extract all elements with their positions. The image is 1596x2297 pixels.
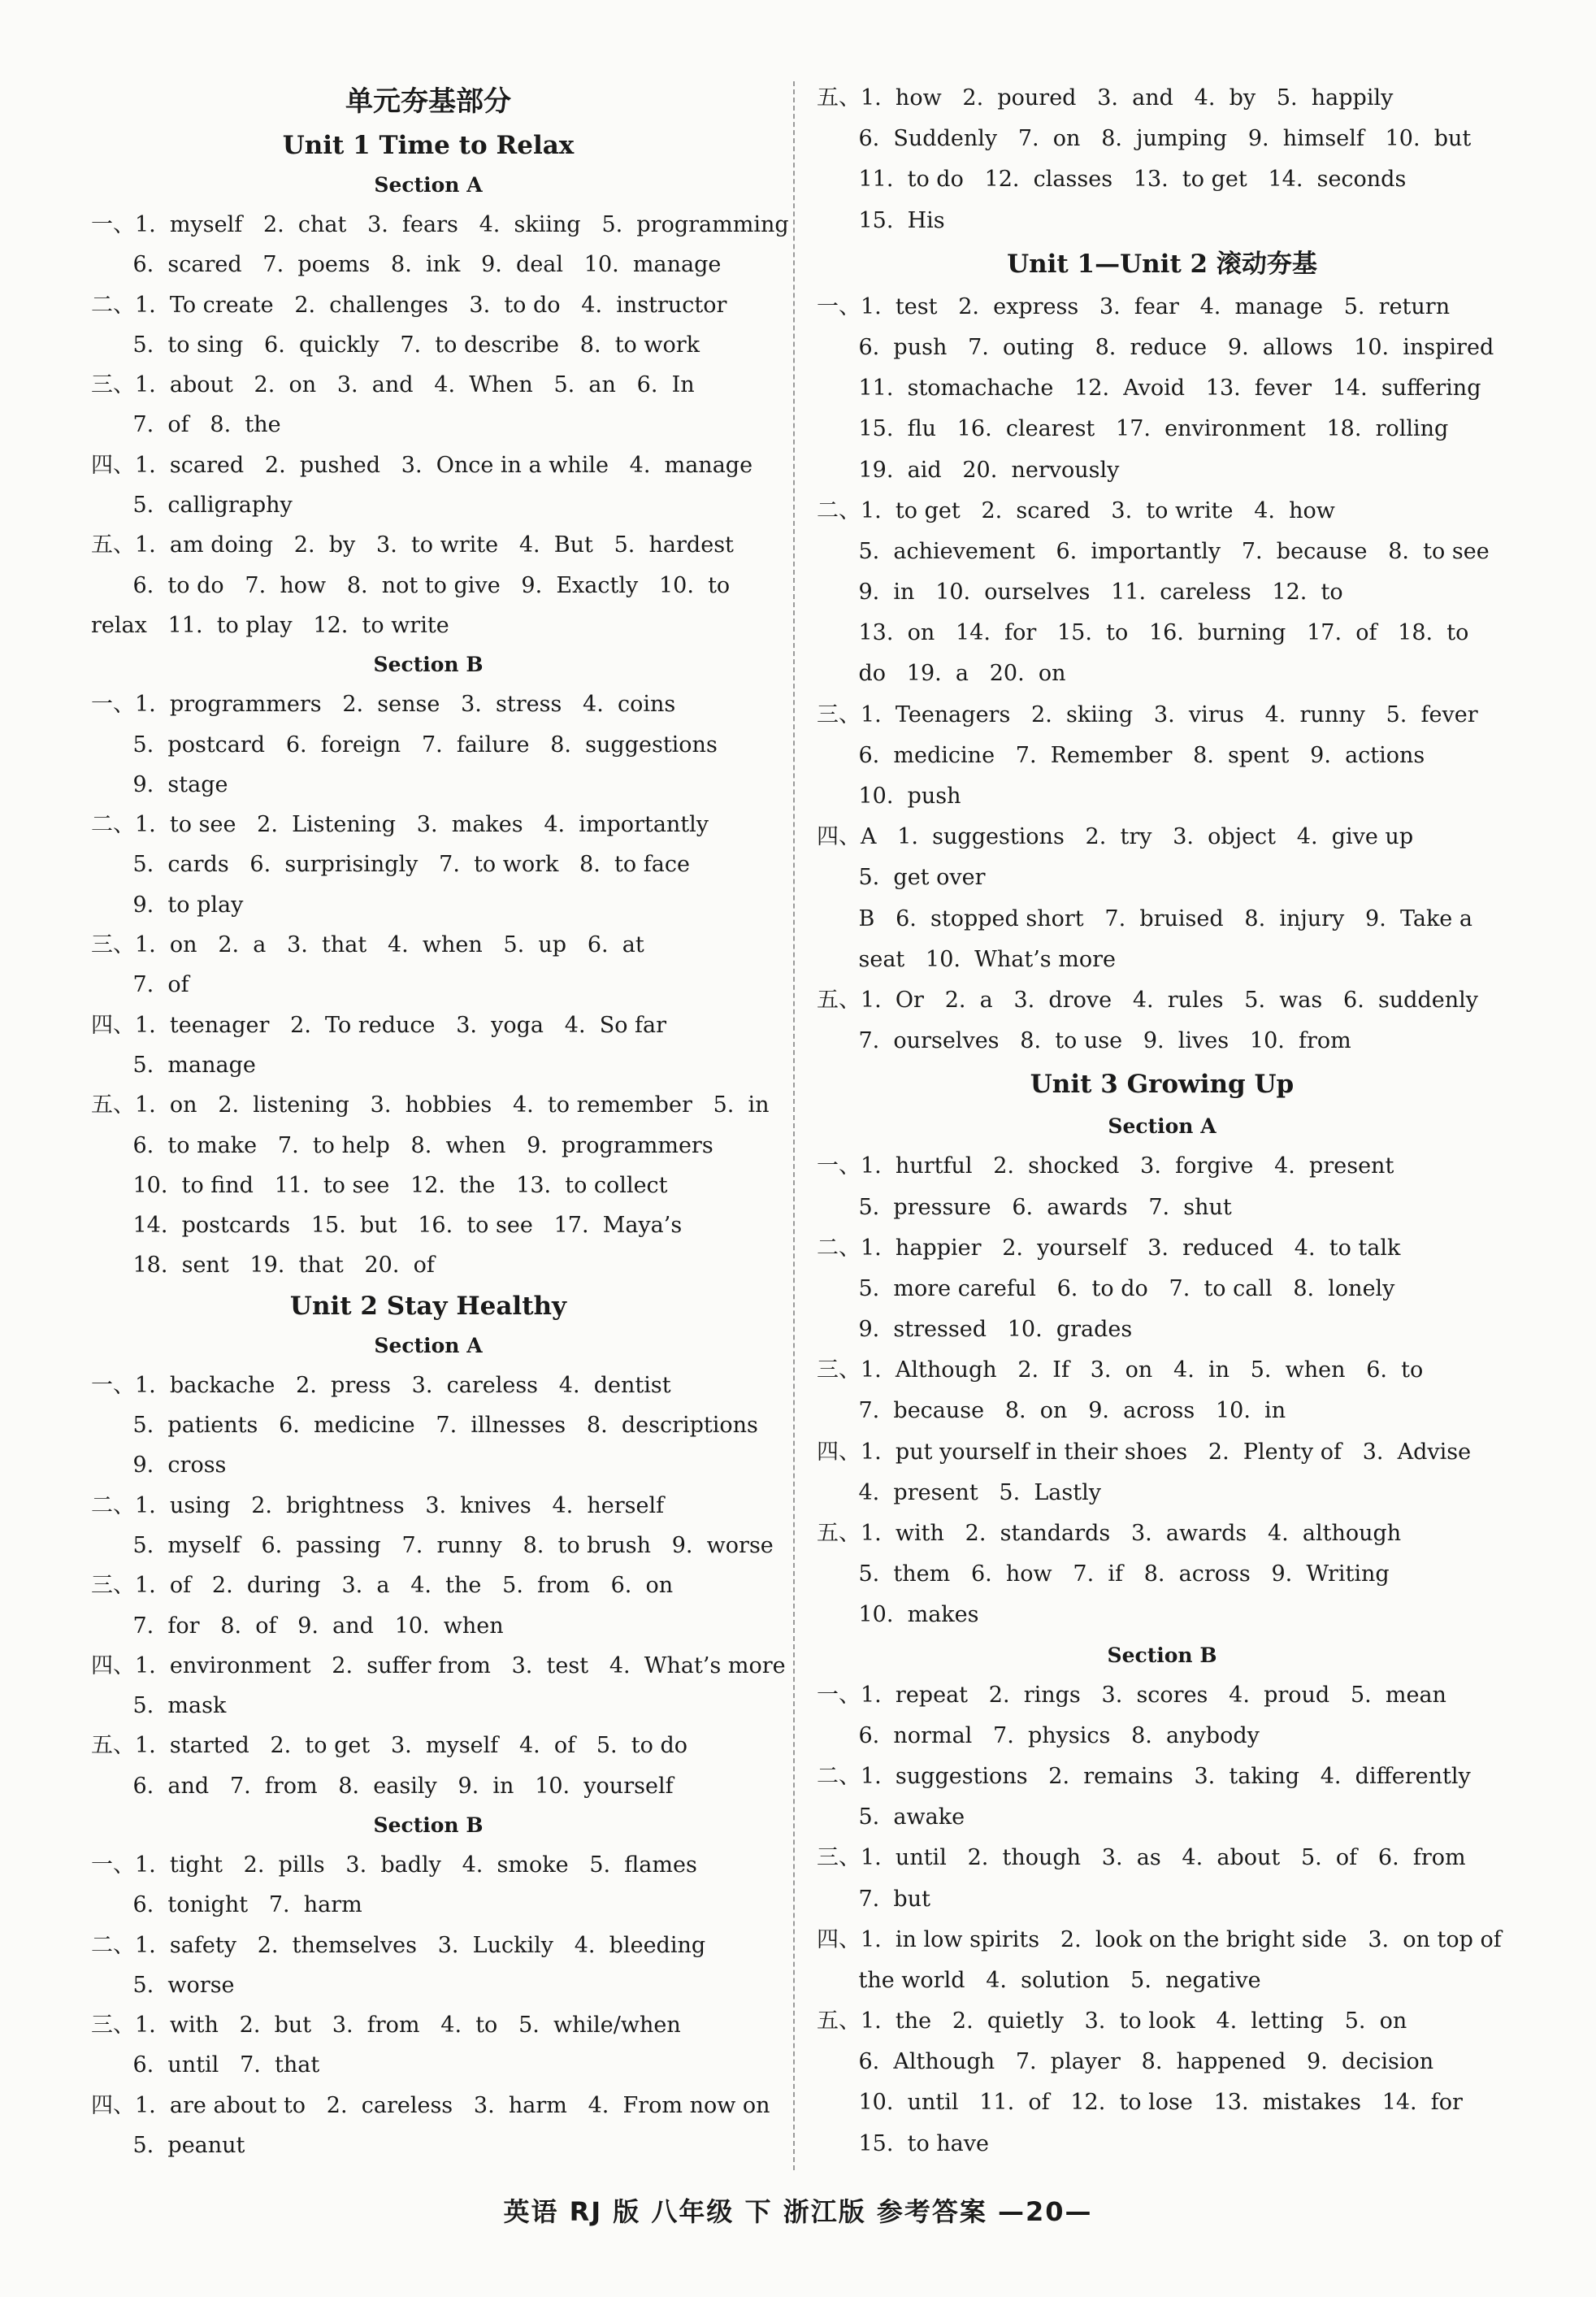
unit-heading: Unit 3 Growing Up — [1030, 1070, 1295, 1100]
answer-line: 6. normal 7. physics 8. anybody — [817, 1722, 1260, 1748]
answer-line: 6. until 7. that — [91, 2052, 320, 2078]
answer-line: 五、1. with 2. standards 3. awards 4. although — [817, 1521, 1402, 1546]
answer-line: 7. of — [91, 972, 189, 998]
unit-heading: Unit 2 Stay Healthy — [289, 1291, 567, 1321]
answer-line: 二、1. to see 2. Listening 3. makes 4. importantly — [91, 812, 709, 838]
answer-line: 二、1. To create 2. challenges 3. to do 4. instructor — [91, 292, 727, 318]
answer-line: 4. present 5. Lastly — [817, 1479, 1101, 1505]
answer-line: relax 11. to play 12. to write — [91, 612, 449, 638]
answer-line: 6. medicine 7. Remember 8. spent 9. actions — [817, 742, 1425, 768]
answer-line: 一、1. programmers 2. sense 3. stress 4. coins — [91, 692, 676, 718]
page-footer: 英语 RJ 版 八年级 下 浙江版 参考答案 —20— — [503, 2196, 1093, 2227]
answer-line: 19. aid 20. nervously — [817, 457, 1120, 483]
column-divider — [793, 81, 795, 2170]
answer-line: 6. push 7. outing 8. reduce 9. allows 10. inspired — [817, 334, 1494, 360]
answer-line: 15. His — [817, 207, 945, 233]
unit-heading: Unit 1—Unit 2 滚动夯基 — [1007, 249, 1317, 279]
section-heading: Section A — [374, 1333, 483, 1357]
answer-line: 五、1. how 2. poured 3. and 4. by 5. happily — [817, 85, 1394, 111]
answer-line: 四、1. put yourself in their shoes 2. Plenty of 3. Advise — [817, 1439, 1472, 1465]
answer-line: 四、1. teenager 2. To reduce 3. yoga 4. So far — [91, 1012, 667, 1038]
answer-line: 15. flu 16. clearest 17. environment 18. rolling — [817, 416, 1449, 442]
answer-line: 6. Although 7. player 8. happened 9. decision — [817, 2049, 1434, 2075]
answer-line: 9. stressed 10. grades — [817, 1317, 1133, 1343]
answer-line: 7. of 8. the — [91, 412, 281, 438]
answer-line: 5. awake — [817, 1804, 965, 1830]
answer-line: 5. myself 6. passing 7. runny 8. to brush 9. worse — [91, 1532, 774, 1558]
answer-line: 13. on 14. for 15. to 16. burning 17. of 18. to — [817, 620, 1469, 646]
answer-line: 5. pressure 6. awards 7. shut — [817, 1194, 1232, 1220]
answer-line: 5. peanut — [91, 2133, 245, 2159]
right-column — [817, 78, 1507, 2165]
answer-line: B 6. stopped short 7. bruised 8. injury 9. Take a — [817, 905, 1472, 931]
answer-line: 五、1. am doing 2. by 3. to write 4. But 5. hardest — [91, 532, 734, 558]
answer-line: 一、1. tight 2. pills 3. badly 4. smoke 5. flames — [91, 1852, 697, 1878]
answer-line: 五、1. Or 2. a 3. drove 4. rules 5. was 6. suddenly — [817, 987, 1479, 1013]
answer-line: 7. because 8. on 9. across 10. in — [817, 1398, 1286, 1424]
answer-line: 五、1. the 2. quietly 3. to look 4. letting 5. on — [817, 2008, 1407, 2034]
answer-line: 5. achievement 6. importantly 7. because 8. to see — [817, 538, 1490, 564]
answer-line: 6. tonight 7. harm — [91, 1892, 362, 1918]
answer-line: 6. to do 7. how 8. not to give 9. Exactly 10. to — [91, 572, 731, 598]
unit-heading: Unit 1 Time to Relax — [282, 131, 575, 160]
answer-line: 11. to do 12. classes 13. to get 14. seconds — [817, 167, 1407, 193]
answer-line: 三、1. Although 2. If 3. on 4. in 5. when 6. to — [817, 1357, 1424, 1383]
answer-line: 9. to play — [91, 892, 244, 918]
answer-line: 9. stage — [91, 771, 228, 797]
answer-line: 四、A 1. suggestions 2. try 3. object 4. give up — [817, 824, 1414, 850]
answer-line: 5. postcard 6. foreign 7. failure 8. suggestions — [91, 732, 718, 758]
answer-line: seat 10. What’s more — [817, 946, 1116, 972]
answer-line: 5. manage — [91, 1052, 256, 1078]
answer-line: 五、1. started 2. to get 3. myself 4. of 5. to do — [91, 1733, 688, 1759]
answer-line: 6. to make 7. to help 8. when 9. programmers — [91, 1132, 713, 1158]
section-heading: Section A — [374, 173, 483, 197]
answer-line: 四、1. in low spirits 2. look on the bright side 3. on top of — [817, 1926, 1502, 1952]
answer-line: 15. to have — [817, 2130, 990, 2156]
answer-line: 5. cards 6. surprisingly 7. to work 8. to face — [91, 852, 690, 878]
answer-line: 三、1. about 2. on 3. and 4. When 5. an 6. In — [91, 372, 695, 398]
answer-line: 四、1. are about to 2. careless 3. harm 4. From now on — [91, 2092, 770, 2118]
answer-line: 11. stomachache 12. Avoid 13. fever 14. suffering — [817, 376, 1481, 402]
answer-line: 6. Suddenly 7. on 8. jumping 9. himself 10. but — [817, 126, 1472, 152]
answer-line: 6. and 7. from 8. easily 9. in 10. yourself — [91, 1773, 674, 1799]
answer-line: 10. to find 11. to see 12. the 13. to collect — [91, 1172, 668, 1198]
answer-line: 二、1. using 2. brightness 3. knives 4. herself — [91, 1492, 665, 1518]
section-heading: Section A — [1108, 1114, 1217, 1139]
answer-line: 5. calligraphy — [91, 493, 293, 519]
answer-line: 三、1. on 2. a 3. that 4. when 5. up 6. at — [91, 932, 644, 958]
answer-line: 二、1. suggestions 2. remains 3. taking 4. differently — [817, 1763, 1471, 1789]
left-column — [91, 78, 789, 2165]
answer-line: 三、1. until 2. though 3. as 4. about 5. of 6. from — [817, 1845, 1466, 1871]
answer-line: 18. sent 19. that 20. of — [91, 1253, 435, 1279]
answer-line: 5. get over — [817, 865, 986, 891]
answer-line: 5. more careful 6. to do 7. to call 8. lonely — [817, 1275, 1395, 1301]
answer-line: 5. to sing 6. quickly 7. to describe 8. to work — [91, 332, 700, 358]
answer-line: 10. until 11. of 12. to lose 13. mistakes 14. for — [817, 2090, 1463, 2116]
answer-line: 9. cross — [91, 1452, 227, 1479]
answer-line: 三、1. of 2. during 3. a 4. the 5. from 6. on — [91, 1573, 674, 1599]
answer-line: 二、1. happier 2. yourself 3. reduced 4. to talk — [817, 1235, 1401, 1261]
section-heading: Section B — [373, 1813, 484, 1837]
answer-line: 5. them 6. how 7. if 8. across 9. Writing — [817, 1561, 1390, 1587]
answer-line: 一、1. myself 2. chat 3. fears 4. skiing 5. programming — [91, 212, 789, 237]
answer-line: 三、1. Teenagers 2. skiing 3. virus 4. runny 5. fever — [817, 701, 1478, 727]
answer-line: 五、1. on 2. listening 3. hobbies 4. to remember 5. in — [91, 1092, 770, 1118]
answer-line: 9. in 10. ourselves 11. careless 12. to — [817, 580, 1343, 606]
answer-line: 二、1. safety 2. themselves 3. Luckily 4. bleeding — [91, 1932, 706, 1958]
answer-line: 5. patients 6. medicine 7. illnesses 8. descriptions — [91, 1413, 758, 1439]
answer-line: 14. postcards 15. but 16. to see 17. Maya’s — [91, 1213, 683, 1239]
answer-line: 一、1. repeat 2. rings 3. scores 4. proud 5. mean — [817, 1682, 1446, 1708]
answer-line: 四、1. environment 2. suffer from 3. test 4. What’s more — [91, 1652, 786, 1678]
answer-line: 二、1. to get 2. scared 3. to write 4. how — [817, 497, 1335, 523]
answer-line: 10. makes — [817, 1602, 979, 1628]
answer-line: the world 4. solution 5. negative — [817, 1967, 1261, 1993]
answer-line: 四、1. scared 2. pushed 3. Once in a while 4. manage — [91, 452, 753, 478]
answer-line: 一、1. test 2. express 3. fear 4. manage 5. return — [817, 293, 1451, 319]
section-heading: Section B — [1107, 1643, 1217, 1667]
answer-line: 7. ourselves 8. to use 9. lives 10. from — [817, 1028, 1351, 1054]
answer-line: 7. but — [817, 1886, 930, 1912]
answer-line: 5. worse — [91, 1972, 235, 1998]
answer-line: 10. push — [817, 784, 961, 809]
answer-line: 5. mask — [91, 1693, 227, 1719]
answer-line: 一、1. backache 2. press 3. careless 4. dentist — [91, 1372, 671, 1398]
page-title: 单元夯基部分 — [345, 85, 511, 118]
answer-line: 7. for 8. of 9. and 10. when — [91, 1613, 504, 1639]
answer-line: 6. scared 7. poems 8. ink 9. deal 10. manage — [91, 252, 722, 278]
answer-line: 三、1. with 2. but 3. from 4. to 5. while/when — [91, 2013, 681, 2039]
answer-line: 一、1. hurtful 2. shocked 3. forgive 4. present — [817, 1153, 1394, 1179]
answer-line: do 19. a 20. on — [817, 661, 1066, 687]
section-heading: Section B — [373, 653, 484, 677]
